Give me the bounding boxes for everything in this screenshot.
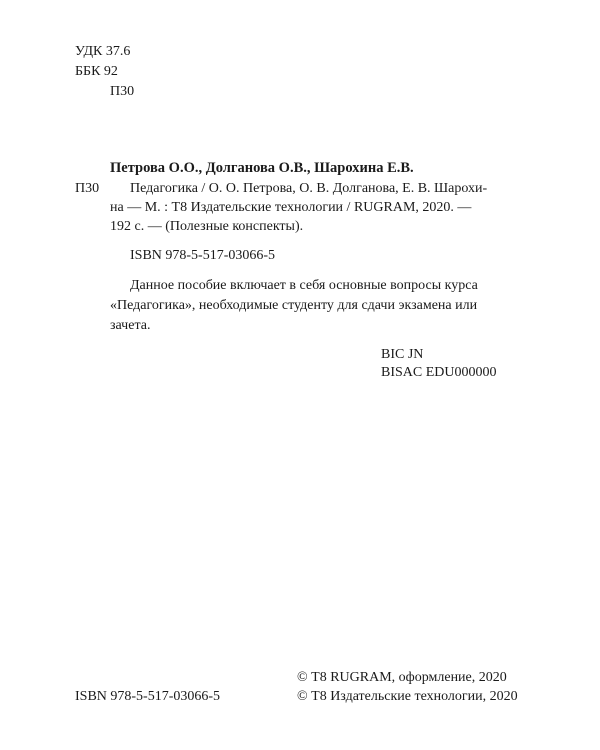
copyright-publisher: © Т8 Издательские технологии, 2020 [297,689,518,704]
authors-heading: Петрова О.О., Долганова О.В., Шарохина Е.В. [110,160,414,176]
bic-code: BIC JN [381,347,424,362]
bisac-code: BISAC EDU000000 [381,365,497,380]
copyright-design: © Т8 RUGRAM, оформление, 2020 [297,670,507,685]
record-mark: П30 [75,181,100,196]
description-line-2: на — М. : Т8 Издательские технологии / RUGRAM, 2020. — [110,200,472,215]
footer-isbn: ISBN 978-5-517-03066-5 [75,689,221,704]
udk-code: УДК 37.6 [75,44,131,59]
annotation-line-3: зачета. [110,318,151,333]
isbn: ISBN 978-5-517-03066-5 [130,248,276,263]
annotation-line-2: «Педагогика», необходимые студенту для сдачи экзамена или [110,298,478,313]
author-mark: П30 [110,84,135,99]
bbk-code: ББК 92 [75,64,118,79]
description-line-3: 192 с. — (Полезные конспекты). [110,219,304,234]
description-line-1: Педагогика / О. О. Петрова, О. В. Долганова, Е. В. Шарохи- [130,181,488,196]
annotation-line-1: Данное пособие включает в себя основные вопросы курса [130,278,478,293]
